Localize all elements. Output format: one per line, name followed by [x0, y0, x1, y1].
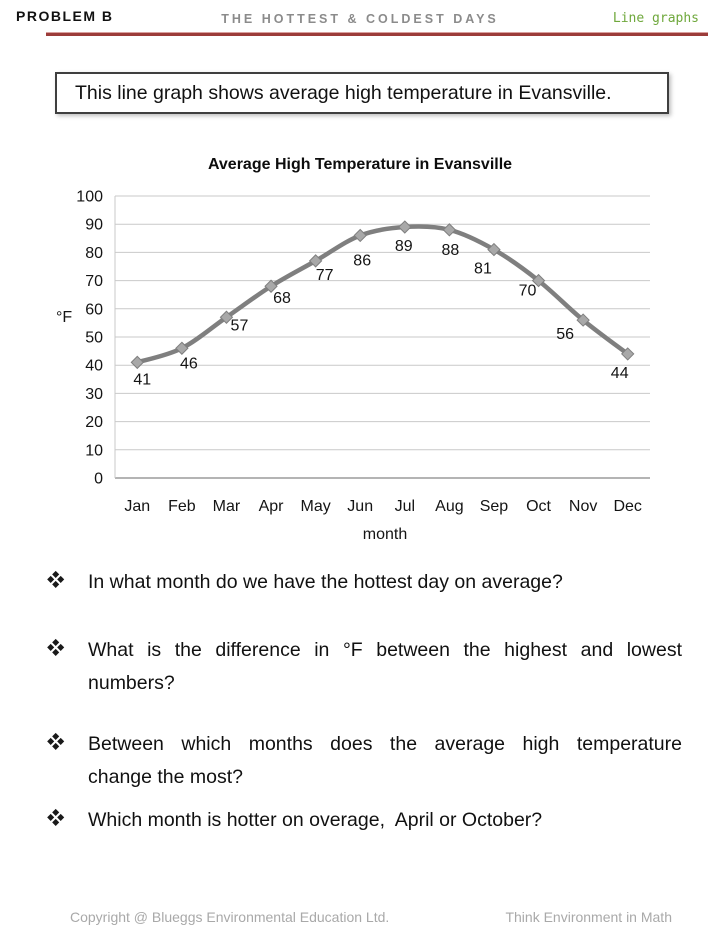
diamond-bullet-icon: [48, 810, 63, 825]
y-tick-label: 100: [76, 188, 103, 206]
question-item-1: [48, 566, 682, 599]
header-rule: [46, 32, 708, 36]
y-tick-label: 40: [85, 357, 103, 375]
x-tick-label: Sep: [479, 498, 509, 515]
y-tick-label: 70: [85, 273, 103, 291]
question-item-4: [48, 804, 682, 837]
data-point-marker: [131, 356, 143, 368]
footer-copyright: Copyright @ Blueggs Environmental Education Ltd.: [70, 909, 390, 925]
question-item-3: [48, 728, 682, 794]
question-line: What is the difference in °F between the highest and lowest: [88, 639, 682, 661]
data-point-marker: [443, 224, 455, 236]
y-axis-title: °F: [56, 309, 73, 326]
chart-line: [137, 226, 627, 362]
diamond-bullet-icon: [48, 640, 63, 655]
x-tick-label: Aug: [435, 498, 464, 515]
data-label: 81: [474, 260, 492, 278]
x-tick-label: Oct: [526, 498, 551, 515]
x-tick-label: Feb: [168, 498, 196, 515]
data-label: 86: [353, 252, 372, 270]
question-text: [88, 634, 682, 700]
chart-data-labels: [133, 238, 628, 388]
x-tick-label: May: [300, 498, 331, 515]
data-label: 46: [179, 355, 198, 373]
data-label: 77: [315, 266, 334, 284]
data-label: 70: [518, 282, 537, 300]
data-label: 41: [133, 371, 152, 389]
y-tick-label: 80: [85, 244, 103, 262]
y-tick-label: 60: [85, 301, 103, 319]
footer-tagline: Think Environment in Math: [505, 909, 672, 925]
x-axis-title: month: [362, 526, 408, 543]
data-label: 44: [610, 364, 629, 382]
data-label: 56: [556, 326, 575, 344]
topic-tag: Line graphs: [612, 11, 699, 26]
diamond-bullet-icon: [48, 734, 63, 749]
data-label: 88: [441, 241, 460, 259]
x-tick-label: Jan: [124, 498, 151, 515]
x-tick-label: Nov: [568, 498, 598, 515]
diamond-bullet-icon: [48, 572, 63, 587]
question-text: [88, 566, 682, 599]
x-tick-label: Dec: [613, 498, 642, 515]
statement-text: This line graph shows average high temperature in Evansville.: [75, 81, 612, 104]
problem-label: PROBLEM B: [16, 8, 114, 24]
y-axis-labels: [76, 189, 103, 488]
y-tick-label: 30: [85, 385, 103, 403]
question-item-2: [48, 634, 682, 700]
x-tick-label: Mar: [212, 498, 241, 515]
page-title: THE HOTTEST & COLDEST DAYS: [221, 12, 499, 26]
question-line: In what month do we have the hottest day on average?: [88, 571, 563, 593]
y-tick-label: 0: [94, 470, 103, 488]
data-label: 57: [230, 317, 249, 335]
question-line: Between which months does the average high temperature: [88, 733, 682, 755]
y-tick-label: 10: [85, 442, 103, 460]
y-tick-label: 90: [85, 216, 103, 234]
x-tick-label: Jul: [394, 498, 416, 515]
statement-box: [55, 72, 669, 114]
x-axis-labels: [124, 498, 642, 515]
y-tick-label: 20: [85, 414, 103, 432]
question-text: [88, 804, 682, 837]
chart-markers: [131, 221, 633, 368]
question-text: [88, 728, 682, 794]
x-tick-label: Jun: [347, 498, 374, 515]
data-label: 89: [394, 238, 413, 256]
question-line: Which month is hotter on overage, April or October?: [88, 809, 543, 831]
line-chart: [0, 180, 720, 560]
data-point-marker: [399, 221, 411, 233]
x-tick-label: Apr: [258, 498, 284, 515]
question-line: numbers?: [88, 672, 175, 694]
y-tick-label: 50: [85, 329, 103, 347]
question-line: change the most?: [88, 766, 244, 788]
chart-title: Average High Temperature in Evansville: [207, 156, 513, 173]
data-label: 68: [273, 290, 291, 308]
